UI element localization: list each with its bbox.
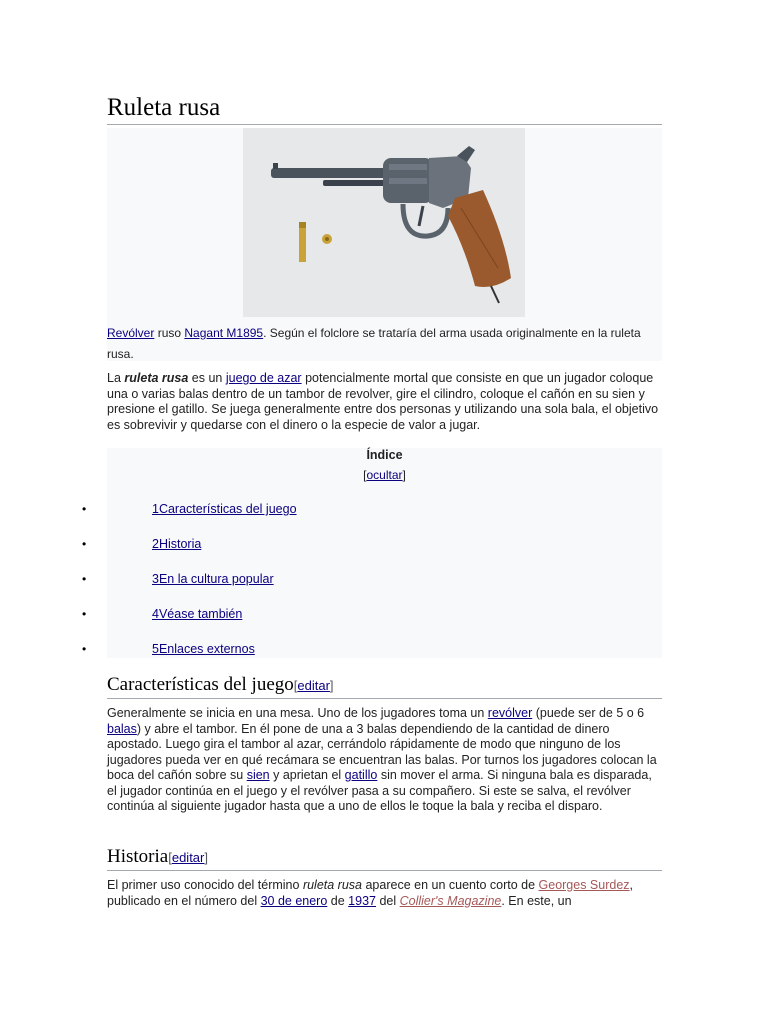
bullet-icon: • (82, 642, 87, 656)
section-heading-caracteristicas (107, 674, 662, 699)
link-gatillo[interactable]: gatillo (344, 768, 378, 782)
bullet-icon: • (82, 572, 87, 586)
toc-number: 5 (152, 642, 159, 656)
edit-bracket: [ (168, 850, 172, 865)
edit-bracket: [ (293, 678, 298, 693)
toc-link-enlaces-externos[interactable] (152, 642, 255, 656)
toc-bracket: [ (363, 468, 367, 482)
link-sien[interactable]: sien (246, 768, 270, 782)
caption-text: . Según el folclore se trataría del arma usada originalmente en la ruleta rusa. (107, 326, 641, 361)
edit-link[interactable]: editar (297, 678, 330, 693)
link-30-de-enero[interactable]: 30 de enero (260, 893, 328, 908)
toc-number: 2 (152, 537, 159, 551)
body-text: , publicado en el número del (107, 878, 634, 908)
toc-label: Véase también (158, 607, 243, 621)
body-text: del (375, 893, 400, 908)
bullet-icon: • (82, 502, 87, 516)
section-paragraph-caracteristicas (107, 706, 662, 815)
section-title: Características del juego (107, 674, 294, 695)
section-heading-historia (107, 846, 662, 871)
toc-label: Historia (158, 537, 202, 551)
link-juego-de-azar[interactable]: juego de azar (225, 371, 302, 385)
image-caption (107, 323, 647, 365)
toc-hide-button[interactable]: ocultar (366, 468, 403, 482)
body-text: de (327, 893, 349, 908)
toc-number: 1 (152, 502, 159, 516)
lead-text: La (107, 371, 125, 385)
body-text: aparece en un cuento corto de (362, 878, 539, 892)
toc-link-cultura-popular[interactable] (152, 572, 274, 586)
toc-link-caracteristicas[interactable] (152, 502, 297, 516)
edit-section (294, 678, 334, 693)
caption-text: ruso (154, 326, 185, 340)
caption-link-revolver[interactable]: Revólver (107, 326, 155, 340)
revolver-photo-icon (243, 128, 525, 317)
section-title: Historia (107, 846, 169, 867)
body-text: El primer uso conocido del término (107, 878, 303, 892)
toc-label: Enlaces externos (158, 642, 255, 656)
lead-text: potencialmente mortal que consiste en que un jugador coloque una o varias balas dentro de un tambor de revolver, gire el cilindro, coloque el cañón en su sien y presione el gatillo. Se juega generalmente entre dos personas y utilizando una sola bala, el objetivo es sobrevivir y quedarse con el dinero o la especie de valor a jugar. (107, 371, 659, 432)
link-italic-text: Collier's Magazine (399, 893, 502, 908)
link-balas[interactable]: balas (107, 721, 137, 736)
toc-number: 4 (152, 607, 159, 621)
edit-bracket: ] (329, 678, 334, 693)
body-text: . En este, un (501, 893, 572, 908)
toc-bracket: ] (402, 468, 406, 482)
link-revolver[interactable]: revólver (487, 706, 533, 720)
toc-link-vease-tambien[interactable] (152, 607, 242, 621)
italic-term: ruleta rusa (302, 878, 362, 892)
toc-number: 3 (152, 572, 159, 586)
lead-bold-term: ruleta rusa (124, 371, 189, 385)
toc-label: En la cultura popular (158, 572, 274, 586)
body-text: Generalmente se inicia en una mesa. Uno de los jugadores toma un (107, 706, 488, 720)
link-colliers-magazine[interactable] (400, 894, 502, 908)
toc-link-historia[interactable] (152, 537, 201, 551)
body-text: y aprietan el (269, 768, 345, 782)
link-georges-surdez[interactable]: Georges Surdez (538, 878, 630, 892)
toc-title: Índice (366, 448, 403, 462)
bullet-icon: • (82, 537, 87, 551)
page-title: Ruleta rusa (107, 92, 662, 125)
bullet-icon: • (82, 607, 87, 621)
edit-bracket: ] (204, 850, 208, 865)
table-of-contents (82, 448, 662, 658)
toc-label: Características del juego (158, 502, 297, 516)
edit-link[interactable]: editar (171, 850, 205, 865)
lead-paragraph (107, 371, 662, 433)
toc-toggle (107, 468, 662, 482)
edit-section (168, 850, 208, 865)
section-paragraph-historia (107, 878, 662, 909)
body-text: ) y abre el tambor. En él pone de una a 3 balas dependiendo de la cantidad de dinero apostado. Luego gira el tambor al azar, cerrándolo rápidamente de modo que ninguno de los jugadores pueda ver en qué recámara se encuentran las balas. Por turnos los jugadores colocan la boca del cañón sobre su (107, 721, 657, 782)
lead-text: es un (188, 371, 226, 385)
caption-link-nagant[interactable]: Nagant M1895 (184, 326, 264, 340)
revolver-image[interactable] (243, 128, 525, 317)
link-1937[interactable]: 1937 (348, 893, 376, 908)
body-text: (puede ser de 5 o 6 (532, 706, 645, 720)
image-thumbnail (107, 128, 662, 361)
body-text: sin mover el arma. Si ninguna bala es disparada, el jugador continúa en el juego y el revólver pasa a su compañero. Si este se salva, el revólver continúa al siguiente jugador hasta que a uno de ellos le toque la bala y reciba el disparo. (107, 768, 652, 813)
